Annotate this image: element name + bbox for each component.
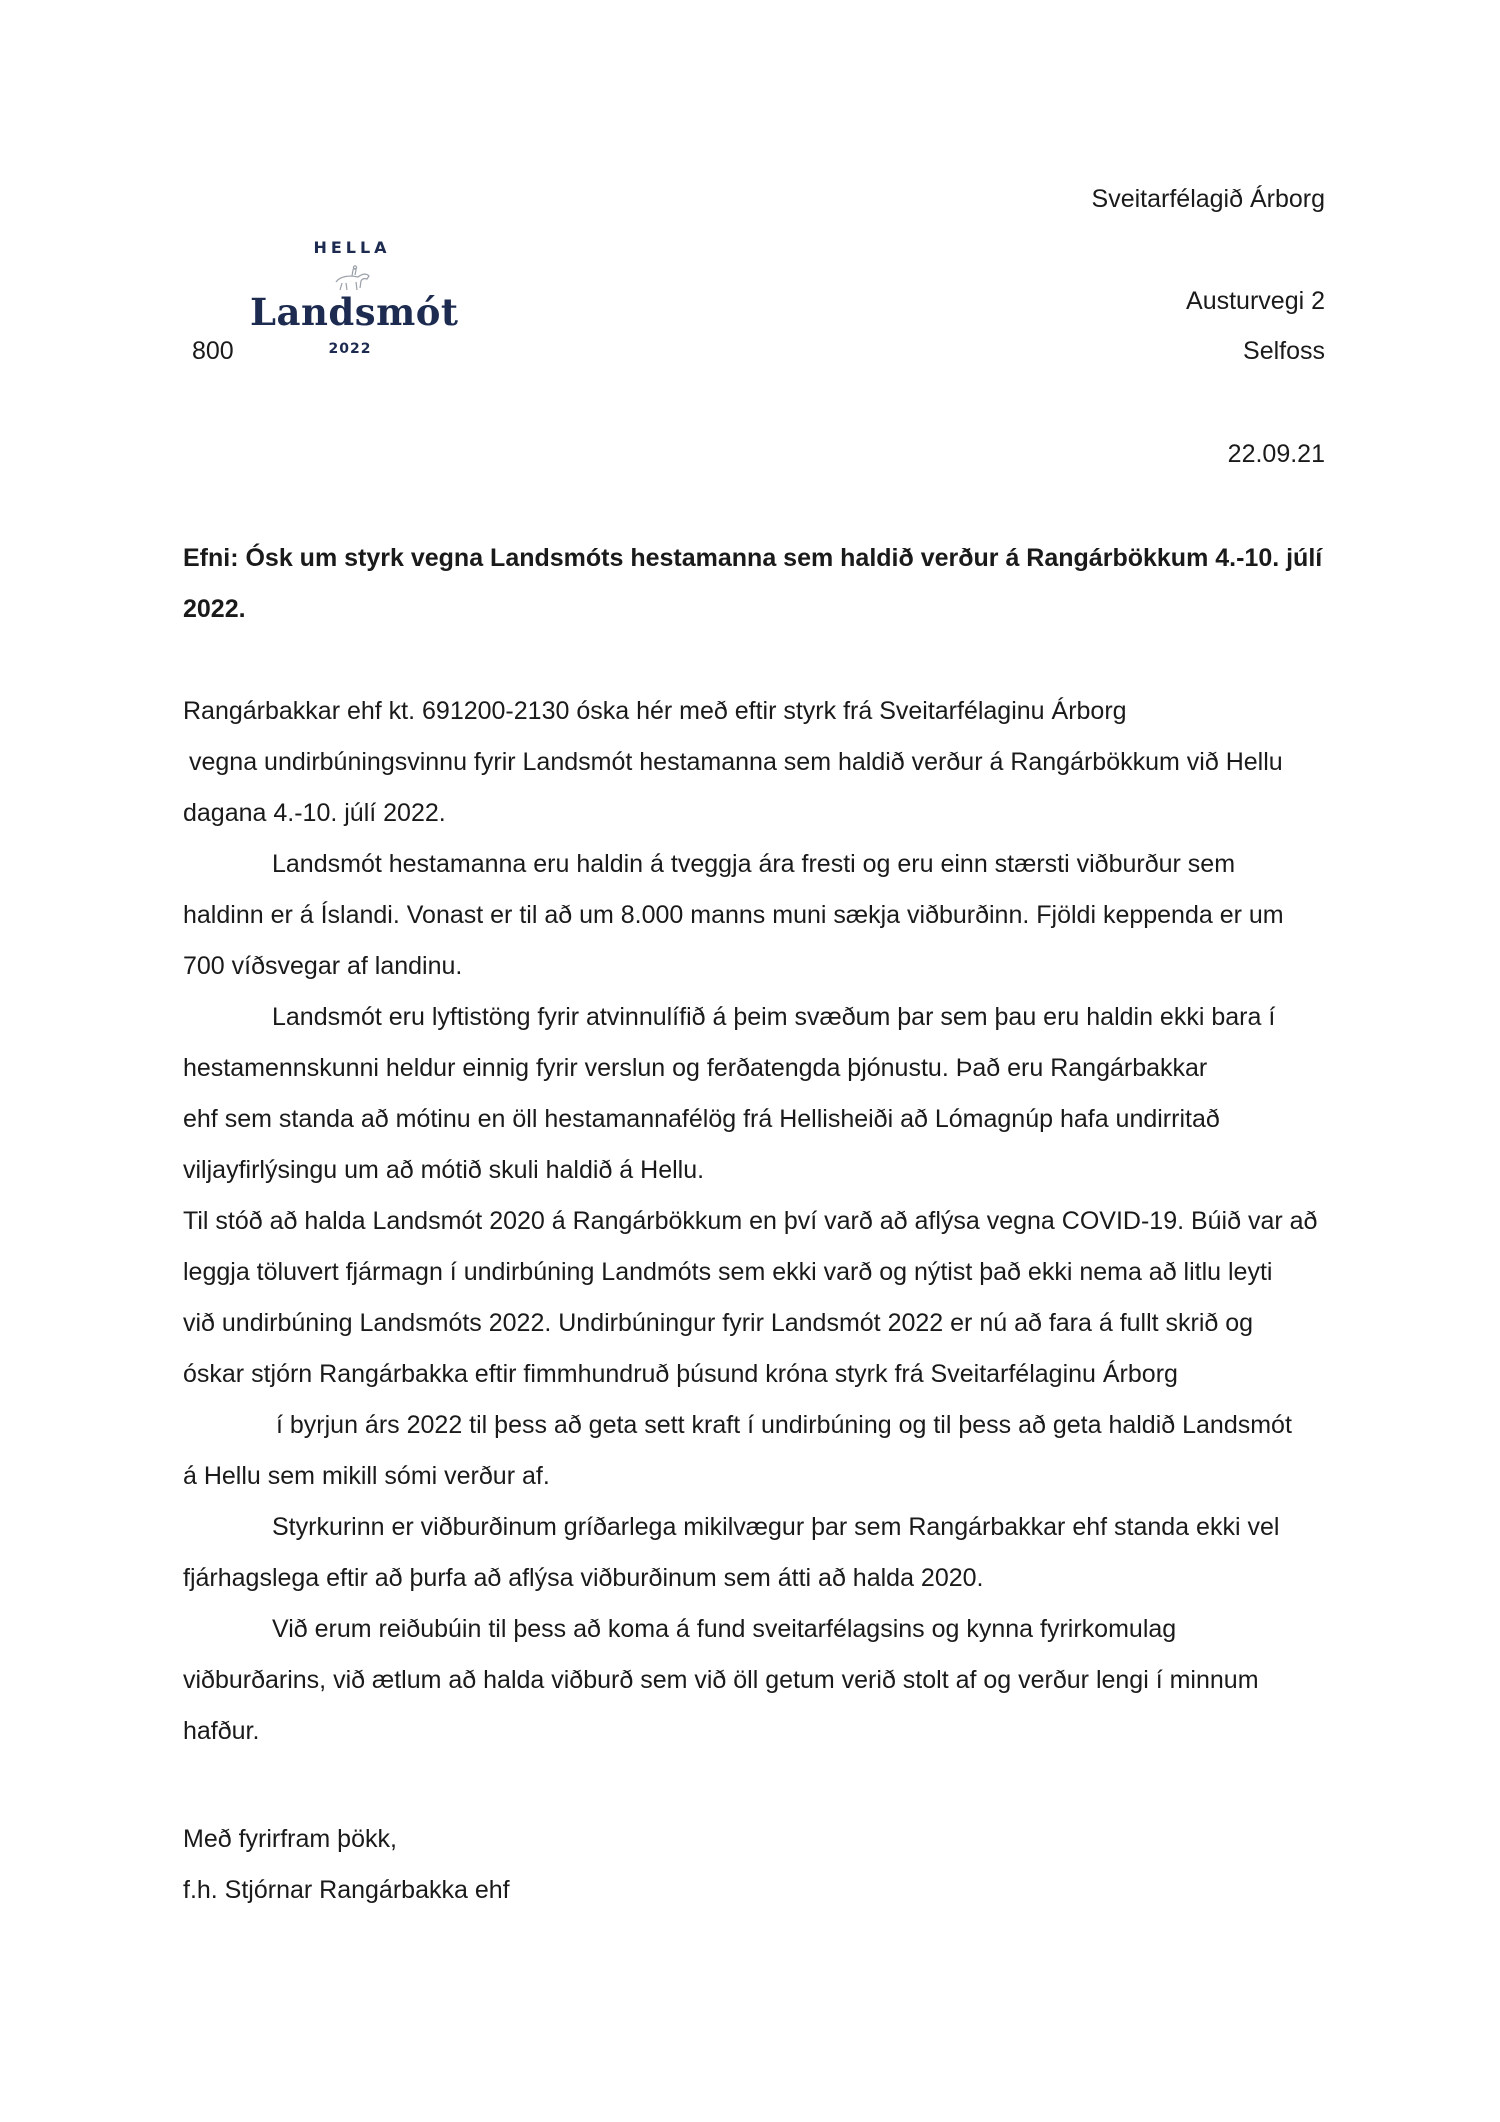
recipient-street: Austurvegi 2 xyxy=(1186,287,1325,315)
body-line: Við erum reiðubúin til þess að koma á fund sveitarfélagsins og kynna fyrirkomulag xyxy=(272,1615,1177,1643)
logo-year: 2022 xyxy=(328,341,372,357)
letter-closing xyxy=(183,1814,510,1916)
body-line: á Hellu sem mikill sómi verður af. xyxy=(183,1462,550,1490)
logo-hella-text: HELLA xyxy=(313,238,391,257)
body-line: Rangárbakkar ehf kt. 691200-2130 óska hér með eftir styrk frá Sveitarfélaginu Árborg xyxy=(183,697,1127,725)
body-line: í byrjun árs 2022 til þess að geta sett kraft í undirbúning og til þess að geta haldið Landsmót xyxy=(276,1411,1292,1439)
subject-line: Efni: Ósk um styrk vegna Landsmóts hestamanna sem haldið verður á Rangárbökkum 4.-10. júlí xyxy=(183,544,1323,572)
body-line: hestamennskunni heldur einnig fyrir verslun og ferðatengda þjónustu. Það eru Rangárbakkar xyxy=(183,1054,1208,1082)
body-line: hafður. xyxy=(183,1717,260,1745)
body-line: Landsmót eru lyftistöng fyrir atvinnulífið á þeim svæðum þar sem þau eru haldin ekki bara í xyxy=(272,1003,1276,1031)
body-line: viðburðarins, við ætlum að halda viðburð sem við öll getum verið stolt af og verður lengi í minnum xyxy=(183,1666,1259,1694)
body-line: 700 víðsvegar af landinu. xyxy=(183,952,463,980)
body-line: viljayfirlýsingu um að mótið skuli haldið á Hellu. xyxy=(183,1156,705,1184)
landsmot-logo xyxy=(250,238,459,368)
recipient-postcode: 800 xyxy=(192,337,234,365)
closing-greeting: Með fyrirfram þökk, xyxy=(183,1825,397,1853)
letter-subject xyxy=(183,533,1323,635)
body-line: leggja töluvert fjármagn í undirbúning Landmóts sem ekki varð og nýtist það ekki nema að litlu leyti xyxy=(183,1258,1273,1286)
body-line: vegna undirbúningsvinnu fyrir Landsmót hestamanna sem haldið verður á Rangárbökkum við Hellu xyxy=(189,748,1283,776)
logo-title: Landsmót xyxy=(250,290,459,334)
body-line: ehf sem standa að mótinu en öll hestamannafélög frá Hellisheiði að Lómagnúp hafa undirritað xyxy=(183,1105,1220,1133)
subject-line: 2022. xyxy=(183,595,246,623)
body-line: Til stóð að halda Landsmót 2020 á Rangárbökkum en því varð að aflýsa vegna COVID-19. Búið var að xyxy=(183,1207,1318,1235)
body-line: óskar stjórn Rangárbakka eftir fimmhundruð þúsund króna styrk frá Sveitarfélaginu Árborg xyxy=(183,1360,1178,1388)
body-line: Styrkurinn er viðburðinum gríðarlega mikilvægur þar sem Rangárbakkar ehf standa ekki vel xyxy=(272,1513,1280,1541)
body-line: Landsmót hestamanna eru haldin á tveggja ára fresti og eru einn stærsti viðburður sem xyxy=(272,850,1236,878)
horse-rider-icon xyxy=(312,264,392,292)
recipient-name: Sveitarfélagið Árborg xyxy=(1091,185,1325,213)
body-line: við undirbúning Landsmóts 2022. Undirbúningur fyrir Landsmót 2022 er nú að fara á fullt skrið og xyxy=(183,1309,1254,1337)
closing-signature: f.h. Stjórnar Rangárbakka ehf xyxy=(183,1876,510,1904)
body-line: dagana 4.-10. júlí 2022. xyxy=(183,799,446,827)
body-line: fjárhagslega eftir að þurfa að aflýsa viðburðinum sem átti að halda 2020. xyxy=(183,1564,984,1592)
body-line: haldinn er á Íslandi. Vonast er til að um 8.000 manns muni sækja viðburðinn. Fjöldi keppenda er um xyxy=(183,901,1284,929)
recipient-city: Selfoss xyxy=(1243,337,1325,365)
letter-body xyxy=(183,686,1333,1757)
letter-date: 22.09.21 xyxy=(1227,440,1325,468)
